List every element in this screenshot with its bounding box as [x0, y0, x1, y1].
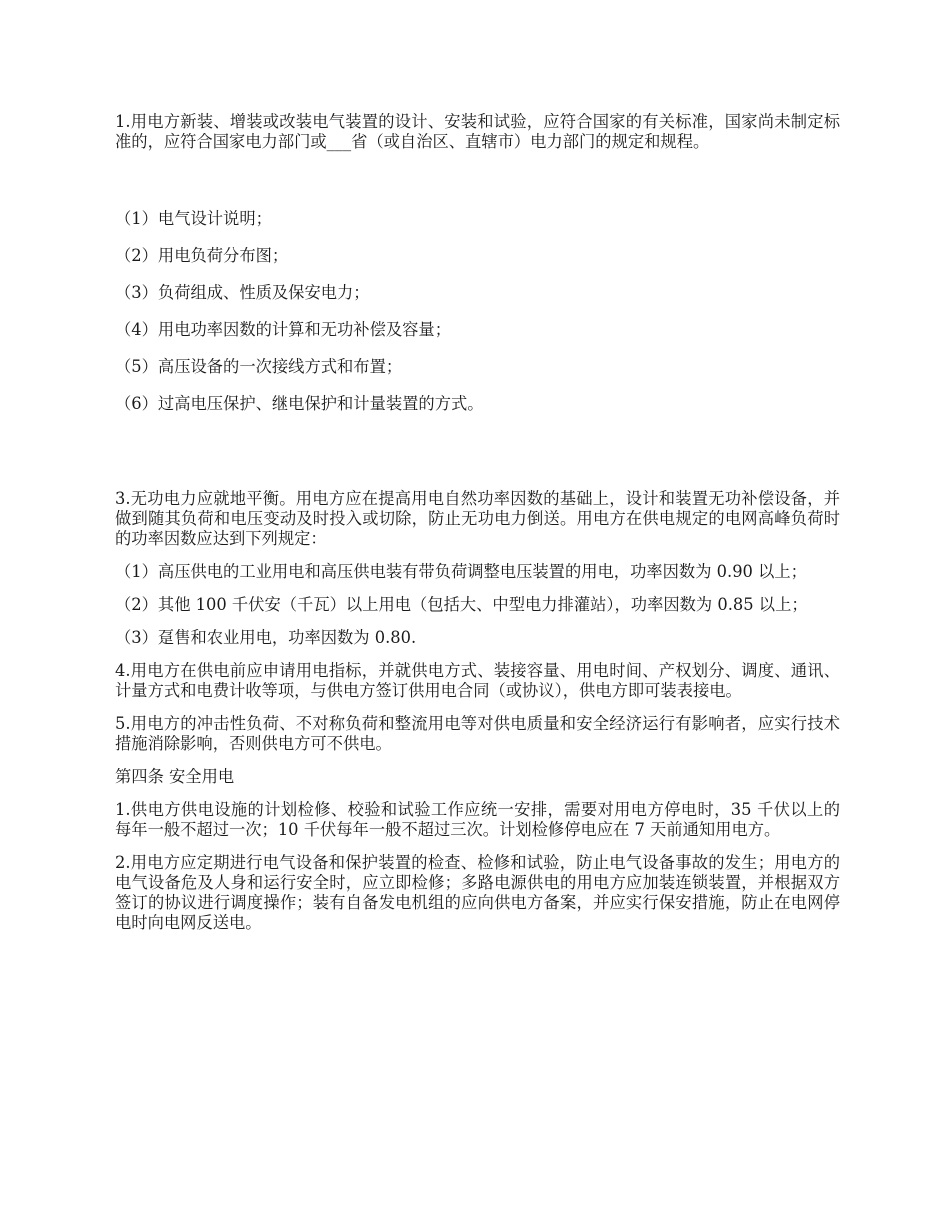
safety-paragraph-1: 1.供电方供电设施的计划检修、校验和试验工作应统一安排，需要对用电方停电时，35 千伏以上的每年一般不超过一次；10 千伏每年一般不超过三次。计划检修停电应在 7 天前通知用电方。 — [115, 800, 840, 839]
paragraph-1: 1.用电方新装、增装或改装电气装置的设计、安装和试验，应符合国家的有关标准，国家尚未制定标准的，应符合国家电力部门或___省（或自治区、直辖市）电力部门的规定和规程。 — [115, 112, 840, 151]
safety-paragraph-2: 2.用电方应定期进行电气设备和保护装置的检查、检修和试验，防止电气设备事故的发生；用电方的电气设备危及人身和运行安全时，应立即检修；多路电源供电的用电方应加装连锁装置，并根据双方签订的协议进行调度操作；装有自备发电机组的应向供电方备案，并应实行保安措施，防止在电网停电时向电网反送电。 — [115, 853, 840, 932]
list-item: （1）高压供电的工业用电和高压供电装有带负荷调整电压装置的用电，功率因数为 0.90 以上； — [115, 562, 807, 581]
list-item: （5）高压设备的一次接线方式和布置； — [115, 357, 403, 376]
paragraph-5: 5.用电方的冲击性负荷、不对称负荷和整流用电等对供电质量和安全经济运行有影响者，应实行技术措施消除影响，否则供电方可不供电。 — [115, 714, 840, 753]
list-item: （2）用电负荷分布图； — [115, 246, 289, 265]
list-item: （4）用电功率因数的计算和无功补偿及容量； — [115, 320, 451, 339]
paragraph-3: 3.无功电力应就地平衡。用电方应在提高用电自然功率因数的基础上，设计和装置无功补偿设备，并做到随其负荷和电压变动及时投入或切除，防止无功电力倒送。用电方在供电规定的电网高峰负荷时的功率因数应达到下列规定： — [115, 489, 840, 548]
power-factor-list — [115, 562, 840, 648]
list-item: （1）电气设计说明； — [115, 209, 272, 228]
document-body — [115, 112, 840, 933]
design-items-list — [115, 209, 840, 414]
list-item: （2）其他 100 千伏安（千瓦）以上用电（包括大、中型电力排灌站），功率因数为 0.85 以上； — [115, 595, 808, 614]
list-item: （6）过高电压保护、继电保护和计量装置的方式。 — [115, 394, 484, 413]
list-item: （3）负荷组成、性质及保安电力； — [115, 283, 370, 302]
paragraph-4: 4.用电方在供电前应申请用电指标，并就供电方式、装接容量、用电时间、产权划分、调度、通讯、计量方式和电费计收等项，与供电方签订供用电合同（或协议），供电方即可装表接电。 — [115, 661, 840, 700]
list-item: （3）趸售和农业用电，功率因数为 0.80. — [115, 628, 417, 647]
section-heading: 第四条 安全用电 — [115, 767, 235, 786]
